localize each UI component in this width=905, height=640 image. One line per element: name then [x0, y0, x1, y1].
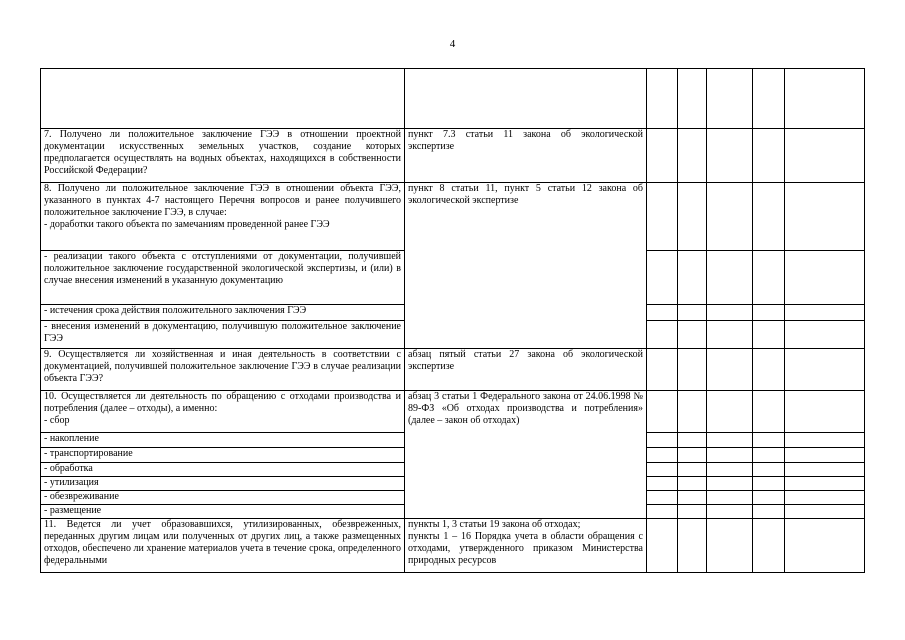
checklist-table [40, 68, 865, 573]
answer-yes-cell [647, 69, 678, 129]
answer-yes-cell [647, 129, 678, 183]
question-cell: - размещение [41, 505, 405, 519]
question-cell: - обработка [41, 463, 405, 477]
reference-cell: абзац пятый статьи 27 закона об экологической экспертизе [405, 349, 647, 391]
answer-na-cell [707, 505, 753, 519]
answer-yes-cell [647, 321, 678, 349]
note-cell [785, 69, 865, 129]
question-cell: 8. Получено ли положительное заключение ГЭЭ в отношении объекта ГЭЭ, указанного в пунктах 4-7 настоящего Перечня вопросов и ранее получившего положительное заключение ГЭЭ, в случае: - доработки такого объекта по замечаниям проведенной ранее ГЭЭ [41, 183, 405, 251]
answer-extra-cell [753, 505, 785, 519]
answer-extra-cell [753, 251, 785, 305]
answer-no-cell [678, 321, 707, 349]
note-cell [785, 491, 865, 505]
answer-yes-cell [647, 391, 678, 433]
table-row [41, 69, 865, 129]
answer-extra-cell [753, 463, 785, 477]
question-cell: - обезвреживание [41, 491, 405, 505]
answer-na-cell [707, 349, 753, 391]
note-cell [785, 349, 865, 391]
answer-yes-cell [647, 433, 678, 448]
answer-no-cell [678, 183, 707, 251]
note-cell [785, 477, 865, 491]
answer-no-cell [678, 505, 707, 519]
answer-yes-cell [647, 251, 678, 305]
answer-na-cell [707, 491, 753, 505]
answer-yes-cell [647, 477, 678, 491]
answer-extra-cell [753, 129, 785, 183]
note-cell [785, 505, 865, 519]
question-cell: 11. Ведется ли учет образовавшихся, утилизированных, обезвреженных, переданных другим лицам или полученных от других лиц, а также размещенных отходов, обеспечено ли хранение материалов учета в течение срока, определенного федеральными [41, 519, 405, 573]
table-row [41, 519, 865, 573]
answer-yes-cell [647, 448, 678, 463]
question-cell: - реализации такого объекта с отступлениями от документации, получившей положительное заключение государственной экологической экспертизы, и (или) в случае внесения изменений в указанную документацию [41, 251, 405, 305]
note-cell [785, 433, 865, 448]
answer-na-cell [707, 477, 753, 491]
answer-extra-cell [753, 69, 785, 129]
question-cell: - внесения изменений в документацию, получившую положительное заключение ГЭЭ [41, 321, 405, 349]
question-cell: - утилизация [41, 477, 405, 491]
page-number: 4 [449, 38, 456, 50]
answer-no-cell [678, 69, 707, 129]
answer-na-cell [707, 519, 753, 573]
answer-na-cell [707, 251, 753, 305]
note-cell [785, 251, 865, 305]
answer-yes-cell [647, 305, 678, 321]
answer-no-cell [678, 251, 707, 305]
answer-na-cell [707, 433, 753, 448]
answer-no-cell [678, 129, 707, 183]
answer-extra-cell [753, 477, 785, 491]
answer-yes-cell [647, 491, 678, 505]
answer-na-cell [707, 305, 753, 321]
question-cell: 10. Осуществляется ли деятельность по обращению с отходами производства и потребления (далее – отходы), а именно: - сбор [41, 391, 405, 433]
answer-no-cell [678, 477, 707, 491]
answer-no-cell [678, 433, 707, 448]
table-row [41, 391, 865, 433]
answer-na-cell [707, 391, 753, 433]
table-row [41, 349, 865, 391]
answer-no-cell [678, 391, 707, 433]
answer-na-cell [707, 183, 753, 251]
question-cell: - истечения срока действия положительного заключения ГЭЭ [41, 305, 405, 321]
reference-cell: абзац 3 статьи 1 Федерального закона от 24.06.1998 № 89-ФЗ «Об отходах производства и потребления» (далее – закон об отходах) [405, 391, 647, 519]
answer-na-cell [707, 129, 753, 183]
answer-na-cell [707, 463, 753, 477]
table-row [41, 183, 865, 251]
note-cell [785, 305, 865, 321]
answer-extra-cell [753, 491, 785, 505]
answer-yes-cell [647, 463, 678, 477]
answer-yes-cell [647, 519, 678, 573]
answer-extra-cell [753, 183, 785, 251]
question-cell: - транспортирование [41, 448, 405, 463]
note-cell [785, 391, 865, 433]
reference-cell: пункты 1, 3 статьи 19 закона об отходах; пункты 1 – 16 Порядка учета в области обращения с отходами, утвержденного приказом Министерства природных ресурсов [405, 519, 647, 573]
note-cell [785, 183, 865, 251]
reference-cell: пункт 7.3 статьи 11 закона об экологической экспертизе [405, 129, 647, 183]
answer-no-cell [678, 519, 707, 573]
answer-extra-cell [753, 433, 785, 448]
answer-no-cell [678, 448, 707, 463]
question-cell: 7. Получено ли положительное заключение ГЭЭ в отношении проектной документации искусственных земельных участков, создание которых предполагается осуществлять на водных объектах, находящихся в собственности Российской Федерации? [41, 129, 405, 183]
answer-na-cell [707, 69, 753, 129]
note-cell [785, 448, 865, 463]
note-cell [785, 463, 865, 477]
answer-extra-cell [753, 305, 785, 321]
note-cell [785, 321, 865, 349]
answer-no-cell [678, 349, 707, 391]
answer-extra-cell [753, 349, 785, 391]
answer-yes-cell [647, 183, 678, 251]
question-cell: 9. Осуществляется ли хозяйственная и иная деятельность в соответствии с документацией, получившей положительное заключение ГЭЭ в случае реализации объекта ГЭЭ? [41, 349, 405, 391]
question-cell [41, 69, 405, 129]
reference-cell: пункт 8 статьи 11, пункт 5 статьи 12 закона об экологической экспертизе [405, 183, 647, 349]
answer-extra-cell [753, 519, 785, 573]
note-cell [785, 129, 865, 183]
answer-na-cell [707, 448, 753, 463]
question-cell: - накопление [41, 433, 405, 448]
answer-no-cell [678, 491, 707, 505]
answer-yes-cell [647, 349, 678, 391]
answer-extra-cell [753, 391, 785, 433]
answer-no-cell [678, 305, 707, 321]
answer-extra-cell [753, 448, 785, 463]
answer-no-cell [678, 463, 707, 477]
answer-extra-cell [753, 321, 785, 349]
reference-cell [405, 69, 647, 129]
table-row [41, 129, 865, 183]
note-cell [785, 519, 865, 573]
answer-na-cell [707, 321, 753, 349]
answer-yes-cell [647, 505, 678, 519]
